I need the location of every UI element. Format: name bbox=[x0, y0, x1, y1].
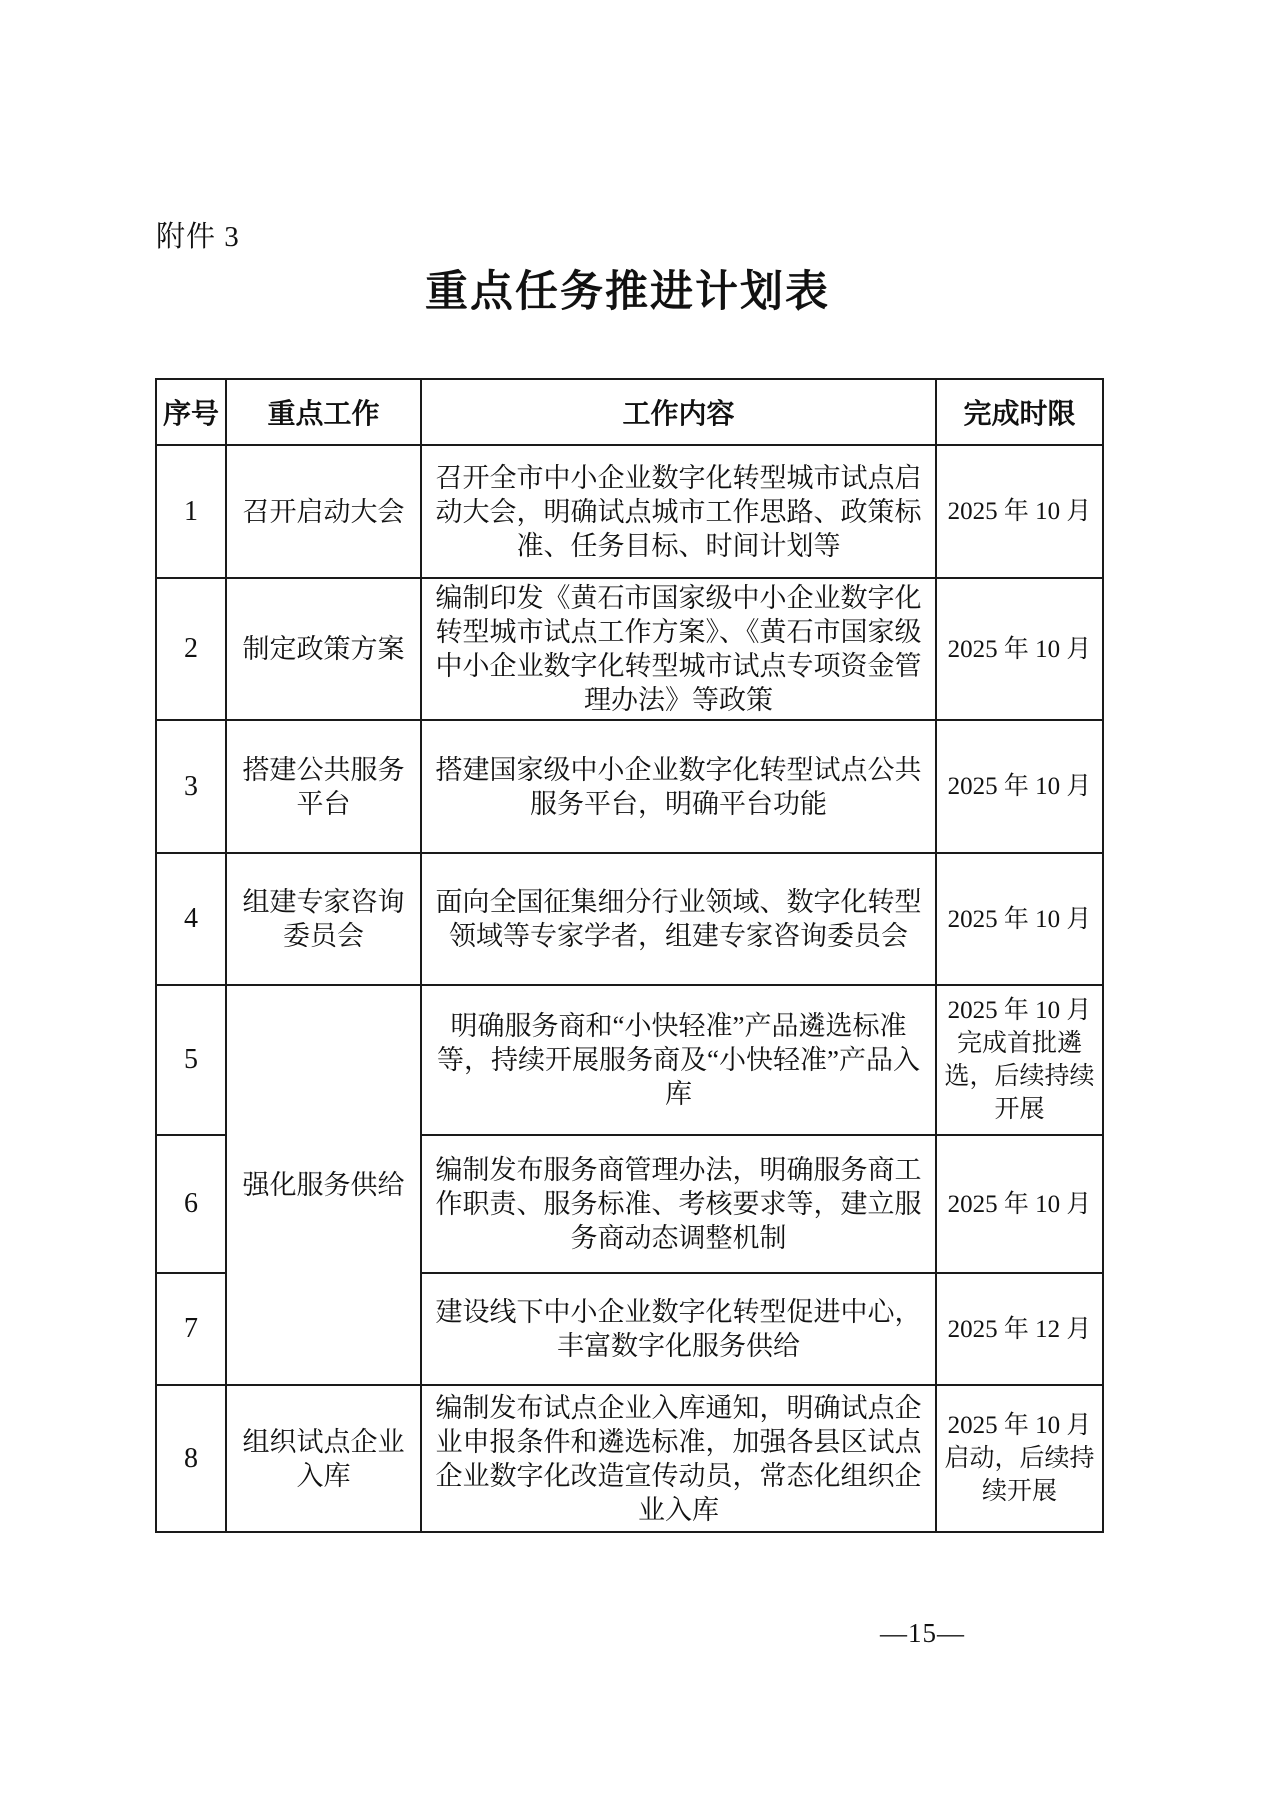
cell-seq: 2 bbox=[156, 578, 226, 720]
page-number: —15— bbox=[880, 1618, 965, 1648]
cell-task: 制定政策方案 bbox=[226, 578, 421, 720]
cell-task: 组织试点企业入库 bbox=[226, 1385, 421, 1532]
cell-seq: 6 bbox=[156, 1135, 226, 1273]
cell-seq: 5 bbox=[156, 985, 226, 1135]
table-row bbox=[156, 853, 1103, 985]
cell-deadline: 2025 年 10 月 bbox=[936, 853, 1103, 985]
cell-deadline: 2025 年 10 月 bbox=[936, 445, 1103, 578]
attachment-label: 附件 3 bbox=[156, 221, 240, 253]
cell-content: 编制发布服务商管理办法，明确服务商工作职责、服务标准、考核要求等，建立服务商动态调整机制 bbox=[421, 1135, 936, 1273]
header-task: 重点工作 bbox=[226, 379, 421, 445]
cell-seq: 8 bbox=[156, 1385, 226, 1532]
cell-deadline: 2025 年 10 月 bbox=[936, 720, 1103, 853]
table-row bbox=[156, 578, 1103, 720]
cell-content: 编制发布试点企业入库通知，明确试点企业申报条件和遴选标准，加强各县区试点企业数字化改造宣传动员，常态化组织企业入库 bbox=[421, 1385, 936, 1532]
cell-seq: 4 bbox=[156, 853, 226, 985]
cell-task: 搭建公共服务平台 bbox=[226, 720, 421, 853]
cell-deadline: 2025 年 12 月 bbox=[936, 1273, 1103, 1385]
table-row bbox=[156, 985, 1103, 1135]
cell-content: 建设线下中小企业数字化转型促进中心，丰富数字化服务供给 bbox=[421, 1273, 936, 1385]
header-content: 工作内容 bbox=[421, 379, 936, 445]
cell-seq: 7 bbox=[156, 1273, 226, 1385]
cell-content: 编制印发《黄石市国家级中小企业数字化转型城市试点工作方案》、《黄石市国家级中小企业数字化转型城市试点专项资金管理办法》等政策 bbox=[421, 578, 936, 720]
plan-table bbox=[155, 378, 1104, 1533]
cell-deadline: 2025 年 10 月 bbox=[936, 1135, 1103, 1273]
table-row bbox=[156, 720, 1103, 853]
cell-seq: 1 bbox=[156, 445, 226, 578]
cell-content: 明确服务商和“小快轻准”产品遴选标准等，持续开展服务商及“小快轻准”产品入库 bbox=[421, 985, 936, 1135]
cell-task-merged: 强化服务供给 bbox=[226, 985, 421, 1385]
cell-deadline: 2025 年 10 月完成首批遴选，后续持续开展 bbox=[936, 985, 1103, 1135]
cell-content: 召开全市中小企业数字化转型城市试点启动大会，明确试点城市工作思路、政策标准、任务目标、时间计划等 bbox=[421, 445, 936, 578]
table-row bbox=[156, 1385, 1103, 1532]
header-deadline: 完成时限 bbox=[936, 379, 1103, 445]
cell-task: 组建专家咨询委员会 bbox=[226, 853, 421, 985]
cell-deadline: 2025 年 10 月 bbox=[936, 578, 1103, 720]
table-row bbox=[156, 445, 1103, 578]
cell-task: 召开启动大会 bbox=[226, 445, 421, 578]
table-header-row bbox=[156, 379, 1103, 445]
cell-deadline: 2025 年 10 月启动，后续持续开展 bbox=[936, 1385, 1103, 1532]
cell-seq: 3 bbox=[156, 720, 226, 853]
cell-content: 面向全国征集细分行业领域、数字化转型领域等专家学者，组建专家咨询委员会 bbox=[421, 853, 936, 985]
cell-content: 搭建国家级中小企业数字化转型试点公共服务平台，明确平台功能 bbox=[421, 720, 936, 853]
page-title: 重点任务推进计划表 bbox=[425, 269, 830, 316]
header-seq: 序号 bbox=[156, 379, 226, 445]
